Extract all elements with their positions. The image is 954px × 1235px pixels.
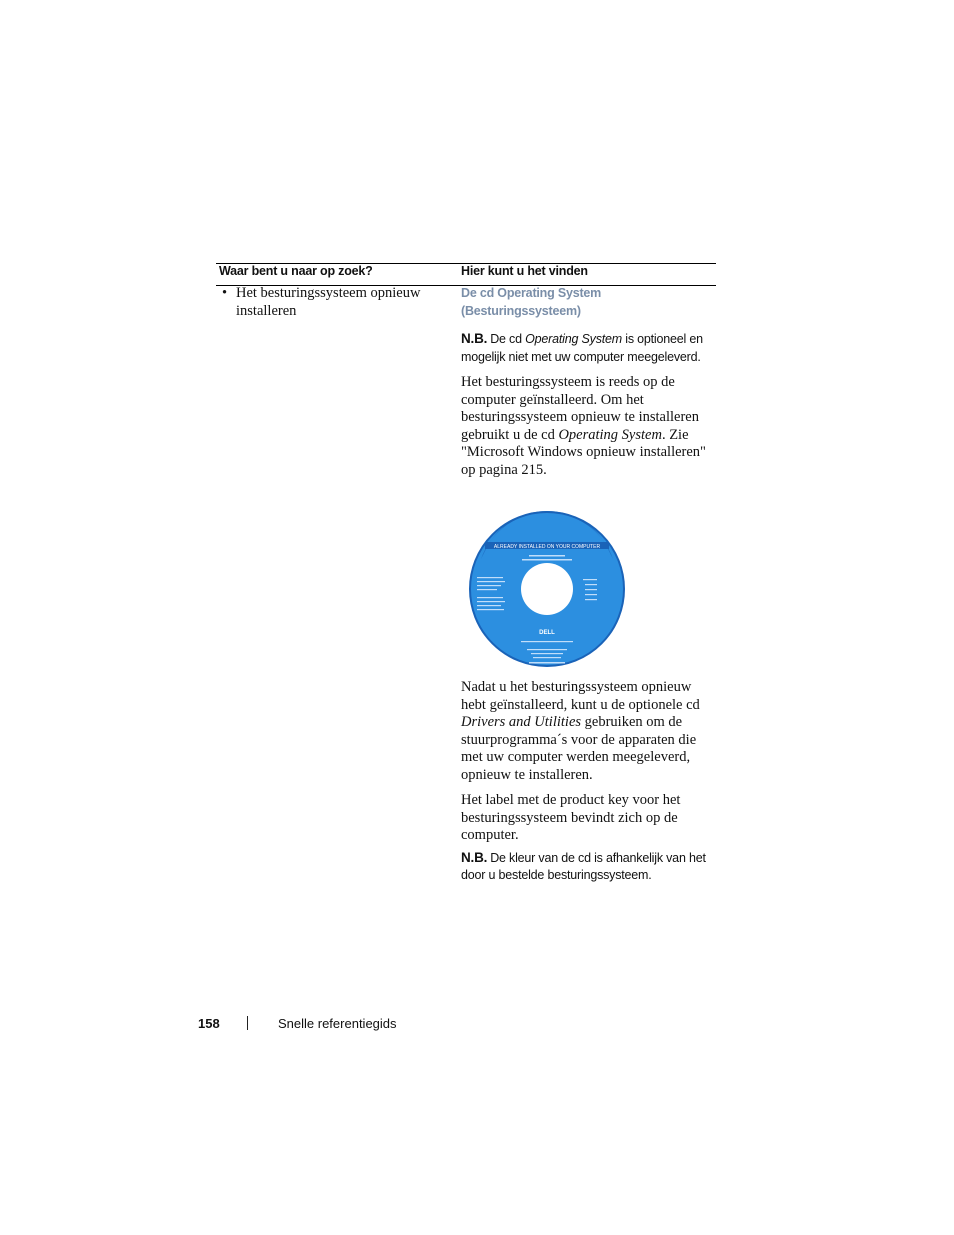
footer-separator	[247, 1016, 248, 1030]
note2-text: De kleur van de cd is afhankelijk van het door u bestelde besturingssysteem.	[461, 850, 706, 882]
note2-label: N.B.	[461, 849, 488, 865]
note-cd-color	[461, 849, 719, 885]
col1-header: Waar bent u naar op zoek?	[219, 264, 373, 278]
disc-subtitle: ALREADY INSTALLED ON YOUR COMPUTER	[493, 544, 601, 550]
operating-system-cd-image	[467, 509, 627, 669]
note-label: N.B.	[461, 331, 488, 346]
disc-title: OPER STEM	[515, 509, 579, 517]
paragraph-drivers	[461, 679, 719, 784]
note-text-pre: De cd	[490, 332, 526, 346]
para1-post: . Zie "Microsoft Windows opnieuw installeren" op pagina 215.	[461, 426, 706, 478]
bullet-text: Het besturingssysteem opnieuw installeren	[236, 285, 421, 319]
right-column	[461, 285, 719, 885]
bullet-icon: •	[222, 285, 228, 301]
note-text-italic: Operating System	[525, 332, 622, 346]
dell-logo: DELL	[539, 630, 555, 636]
paragraph-reinstall	[461, 374, 719, 479]
footer-title: Snelle referentiegids	[278, 1016, 397, 1031]
col2-header: Hier kunt u het vinden	[461, 264, 588, 278]
bullet-item	[222, 285, 442, 320]
cd-title-line1: De cd Operating System	[461, 286, 602, 300]
para2-post: gebruiken om de stuurprogramma´s voor de apparaten die met uw computer werden meegeleverd, opnieuw te installeren.	[461, 714, 697, 783]
cd-title	[461, 285, 719, 320]
para2-italic: Drivers and Utilities	[461, 714, 582, 730]
page-number: 158	[198, 1016, 220, 1031]
para1-pre: Het besturingssysteem is reeds op de computer geïnstalleerd. Om het besturingssysteem opnieuw te installeren gebruikt u de cd	[461, 374, 699, 443]
para2-pre: Nadat u het besturingssysteem opnieuw hebt geïnstalleerd, kunt u de optionele cd	[461, 679, 700, 713]
note-optional-cd	[461, 330, 719, 366]
cd-title-line2: (Besturingssysteem)	[461, 303, 581, 318]
paragraph-product-key: Het label met de product key voor het besturingssysteem bevindt zich op de computer.	[461, 792, 681, 843]
para1-italic: Operating System	[558, 426, 662, 443]
cd-disc-graphic	[467, 509, 627, 669]
note-text-post: is optioneel en mogelijk niet met uw computer meegeleverd.	[461, 332, 703, 364]
